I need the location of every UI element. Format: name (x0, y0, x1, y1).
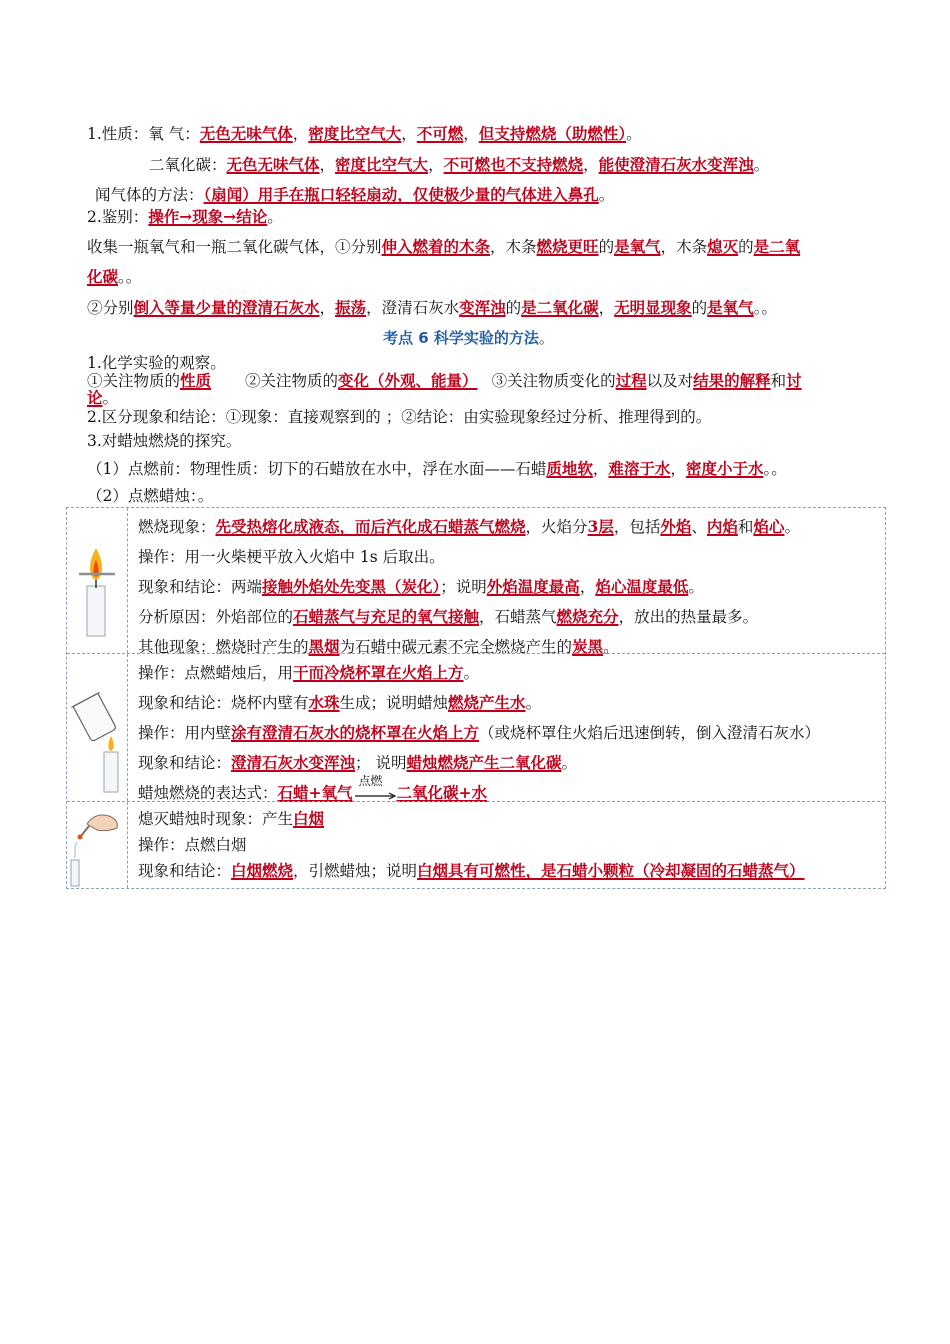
answer: 性质 (180, 371, 212, 390)
text: ，放出的热量最多。 (618, 608, 759, 626)
answer: 是二氧化碳 (521, 298, 599, 317)
identify-line (87, 207, 283, 227)
answer: 内焰 (706, 517, 738, 536)
text: 。 (463, 664, 480, 682)
text: 收集一瓶氧气和一瓶二氧化碳气体，①分别 (87, 238, 382, 256)
text: 操作：点燃蜡烛后，用 (138, 664, 294, 682)
text: 现象和结论：烧杯内壁有 (138, 694, 309, 712)
candle-inquiry-heading (87, 431, 241, 451)
smoke-phenomenon (138, 806, 885, 832)
text: 1.性质：氧 气： (87, 125, 200, 143)
text: ， (463, 125, 479, 143)
answer: 澄清石灰水变浑浊 (231, 753, 356, 772)
text: 。。 (763, 460, 787, 478)
answer: 难溶于水 (608, 459, 671, 478)
text: 。 (538, 329, 554, 347)
text: ②关注物质的 (245, 372, 339, 390)
text: 。 (267, 208, 283, 226)
answer: 但支持燃烧（助燃性） (478, 124, 627, 143)
answer: 无明显现象 (614, 298, 692, 317)
text: 其他现象：燃烧时产生的 (138, 638, 309, 656)
text: 现象和结论： (138, 862, 232, 880)
answer: 蜡烛燃烧产生二氧化碳 (406, 753, 562, 772)
table-row-flame (67, 508, 885, 656)
text: ，石蜡蒸气 (479, 608, 557, 626)
text: ，引燃蜡烛；说明 (293, 862, 418, 880)
text: 。 (626, 125, 642, 143)
answer: 是氧气 (707, 298, 754, 317)
text: ，木条 (660, 238, 708, 256)
image-cell (67, 654, 128, 801)
text: 。 (525, 694, 542, 712)
text: 和 (770, 372, 787, 390)
answer: 白烟燃烧 (231, 861, 294, 880)
text: ，澄清石灰水 (366, 299, 460, 317)
answer: 无色无味气体 (226, 155, 320, 174)
answer: 讨 (786, 371, 802, 390)
image-cell (67, 802, 128, 888)
text: ， (598, 299, 615, 317)
text: 和 (737, 518, 754, 536)
answer: 石蜡+氧气 (277, 783, 353, 802)
lighting-candle-line (87, 486, 213, 506)
text: ， (428, 156, 444, 174)
answer: 干而冷烧杯罩在火焰上方 (293, 663, 464, 682)
reaction-condition: 点燃 (358, 774, 383, 788)
text: 。 (688, 578, 704, 596)
property-line-oxygen (87, 124, 642, 144)
image-cell (67, 508, 128, 653)
answer: 白烟具有可燃性，是石蜡小颗粒（冷却凝固的石蜡蒸气） (417, 861, 805, 880)
text: 2.区分现象和结论：①现象：直接观察到的 ；②结论：由实验现象经过分析、推理得到的。 (87, 408, 712, 426)
text: ， (592, 460, 609, 478)
text: 的 (505, 299, 522, 317)
text: 。 (561, 754, 577, 772)
text: ， (401, 125, 417, 143)
text: 现象和结论：两端 (138, 578, 263, 596)
answer: 黑烟 (308, 637, 340, 656)
answer: 焰心温度最低 (595, 577, 689, 596)
answer: （扇闻）用手在瓶口轻轻扇动，仅使极少量的气体进入鼻孔 (203, 185, 599, 204)
text: 1.化学实验的观察。 (87, 354, 226, 372)
text-cell (127, 508, 885, 656)
identify-step-1 (87, 237, 800, 257)
text: 。 (102, 389, 119, 407)
observe-points (87, 371, 802, 391)
text: 3.对蜡烛燃烧的探究。 (87, 432, 242, 450)
answer: 伸入燃着的木条 (381, 237, 491, 256)
text: ，包括 (613, 518, 661, 536)
answer: 涂有澄清石灰水的烧杯罩在火焰上方 (231, 723, 480, 742)
text: 、 (691, 518, 707, 536)
beaker-operation-1 (138, 658, 885, 688)
text: 的 (691, 299, 708, 317)
beaker-conclusion-1 (138, 688, 885, 718)
answer: 先受热熔化成液态，而后汽化成石蜡蒸气燃烧 (215, 517, 526, 536)
text: （1）点燃前：物理性质：切下的石蜡放在水中，浮在水面——石蜡 (87, 460, 547, 478)
text: ，木条 (490, 238, 537, 256)
beaker-over-candle-icon (67, 654, 127, 804)
text: 蜡烛燃烧的表达式： (138, 784, 278, 802)
text: ，火焰分 (525, 518, 588, 536)
table-row-products (67, 653, 885, 801)
text: ， (583, 156, 599, 174)
text: 。。 (753, 299, 777, 317)
answer: 白烟 (293, 809, 325, 828)
text: 为石蜡中碳元素不完全燃烧产生的 (339, 638, 573, 656)
candle-match-icon (67, 508, 127, 653)
beaker-conclusion-2 (138, 748, 885, 778)
text: ；说明 (440, 578, 487, 596)
text: 分析原因：外焰部位的 (138, 608, 294, 626)
text: 操作：用内壁 (138, 724, 232, 742)
answer: 炭黑 (572, 637, 604, 656)
answer: 过程 (615, 371, 647, 390)
answer: 是氧气 (614, 237, 661, 256)
answer: 化碳 (87, 267, 119, 286)
property-line-co2 (149, 155, 769, 175)
answer: 燃烧更旺 (536, 237, 599, 256)
text: 。 (753, 156, 770, 174)
smoke-conclusion (138, 858, 885, 884)
text-cell (127, 802, 885, 888)
answer: 燃烧充分 (556, 607, 619, 626)
text: 的 (598, 238, 615, 256)
flame-phenomenon (138, 512, 885, 542)
flame-operation (138, 542, 885, 572)
observe-points-cont (87, 388, 118, 408)
text: 的 (738, 238, 754, 256)
candle-experiment-table (66, 507, 886, 889)
smell-method-line (95, 185, 614, 205)
text: ②分别 (87, 299, 134, 317)
identify-step-1-cont (87, 267, 141, 287)
text: 2.鉴别： (87, 208, 149, 226)
text: 。 (603, 638, 619, 656)
smoke-operation (138, 832, 885, 858)
text: ， (579, 578, 596, 596)
answer: 外焰温度最高 (486, 577, 580, 596)
phenomenon-vs-conclusion (87, 407, 711, 427)
text: ， (292, 125, 309, 143)
flame-reason (138, 602, 885, 632)
beaker-operation-2 (138, 718, 885, 748)
section-title (383, 328, 554, 348)
answer: 3层 (587, 517, 614, 536)
text: ③关注物质变化的 (491, 372, 616, 390)
text: 现象和结论： (138, 754, 232, 772)
answer: 不可燃 (416, 124, 464, 143)
answer: 振荡 (335, 298, 367, 317)
text: 生成；说明蜡烛 (339, 694, 449, 712)
section-title-text: 考点 6 科学实验的方法 (383, 329, 539, 347)
text: ①关注物质的 (87, 372, 181, 390)
text: ， (670, 460, 686, 478)
answer: 结果的解释 (693, 371, 771, 390)
answer: 密度比空气大 (308, 124, 402, 143)
text: （或烧杯罩住火焰后迅速倒转，倒入澄清石灰水） (479, 724, 821, 742)
text-cell (127, 654, 885, 801)
observe-heading (87, 353, 226, 373)
text: ， (319, 156, 336, 174)
answer: 不可燃也不支持燃烧 (443, 155, 584, 174)
text: 闻气体的方法： (95, 186, 204, 204)
answer: 外焰 (660, 517, 692, 536)
text: 以及对 (646, 372, 694, 390)
match-white-smoke-icon (67, 802, 127, 890)
text: 熄灭蜡烛时现象：产生 (138, 810, 294, 828)
text: 操作：用一火柴梗平放入火焰中 1s 后取出。 (138, 548, 445, 566)
answer: 石蜡蒸气与充足的氧气接触 (293, 607, 480, 626)
answer: 能使澄清石灰水变浑浊 (598, 155, 754, 174)
text: 。 (784, 518, 800, 536)
before-lighting-line (87, 459, 787, 479)
answer: 接触外焰处先变黑（炭化） (262, 577, 441, 596)
text: 。。 (118, 268, 142, 286)
answer: 论 (87, 388, 103, 407)
identify-step-2 (87, 298, 777, 318)
answer: 密度小于水 (685, 459, 764, 478)
text: 二氧化碳： (149, 156, 227, 174)
answer: 燃烧产生水 (448, 693, 526, 712)
answer: 焰心 (753, 517, 785, 536)
answer: 二氧化碳+水 (396, 783, 488, 802)
answer: 无色无味气体 (199, 124, 293, 143)
answer: 变化（外观、能量） (338, 371, 478, 390)
answer: 质地软 (546, 459, 593, 478)
text: 。 (598, 186, 615, 204)
answer: 是二氧 (753, 237, 801, 256)
text: 燃烧现象： (138, 518, 216, 536)
flame-conclusion (138, 572, 885, 602)
text: 操作：点燃白烟 (138, 836, 247, 854)
text: ； 说明 (355, 754, 407, 772)
answer: 变浑浊 (459, 298, 506, 317)
answer: 密度比空气大 (335, 155, 429, 174)
answer: 熄灭 (707, 237, 739, 256)
text: （2）点燃蜡烛：。 (87, 487, 214, 505)
answer: 倒入等量少量的澄清石灰水 (133, 298, 320, 317)
text: ， (319, 299, 336, 317)
answer: 水珠 (308, 693, 340, 712)
table-row-smoke (67, 801, 885, 888)
answer: 操作→现象→结论 (148, 207, 268, 226)
